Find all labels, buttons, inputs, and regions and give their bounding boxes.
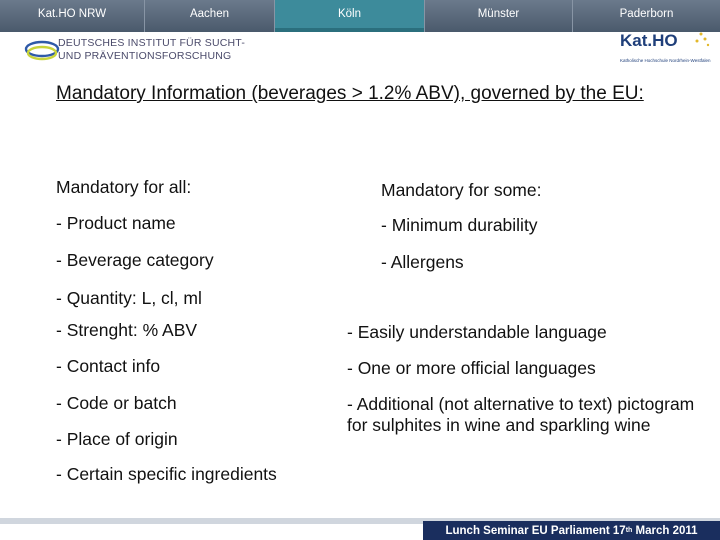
right-list-item: - Minimum durability <box>381 215 538 235</box>
footer-date: March 2011 <box>632 524 698 537</box>
top-nav-bar <box>0 0 720 32</box>
diss-logo-line1: DEUTSCHES INSTITUT FÜR SUCHT- <box>58 37 246 49</box>
left-list-item: - Code or batch <box>56 393 177 413</box>
right-list-item-text: - Additional (not alternative to text) pictogram for sulphites in wine and sparkling wine <box>347 394 695 435</box>
footer-superscript: th <box>625 527 633 534</box>
left-list-item: - Quantity: L, cl, ml <box>56 288 202 308</box>
footer-text: Lunch Seminar EU Parliament 17 <box>445 524 626 537</box>
tab-muenster[interactable]: Münster <box>425 0 573 32</box>
tab-paderborn[interactable]: Paderborn <box>619 8 674 20</box>
katho-logo-subtitle: Katholische Hochschule Nordrhein-Westfalen <box>620 58 711 63</box>
right-column-header: Mandatory for some: <box>381 180 542 200</box>
left-list-item: - Beverage category <box>56 250 214 270</box>
tab-katho-nrw[interactable]: Kat.HO NRW <box>0 0 145 32</box>
diss-logo-line2: UND PRÄVENTIONSFORSCHUNG <box>58 50 232 62</box>
tab-aachen[interactable]: Aachen <box>145 0 275 32</box>
right-list-item: - Allergens <box>381 252 464 272</box>
tab-koeln[interactable]: Köln <box>275 0 425 32</box>
left-list-item: - Place of origin <box>56 429 178 449</box>
left-list-item: - Certain specific ingredients <box>56 464 277 484</box>
left-column-header: Mandatory for all: <box>56 177 192 197</box>
page-title: Mandatory Information (beverages > 1.2% ABV), governed by the EU: <box>56 83 644 104</box>
diss-logo-text <box>58 37 245 63</box>
left-list-item: - Strenght: % ABV <box>56 320 198 340</box>
right-list-item: - Easily understandable language <box>347 322 607 342</box>
left-list-item: - Product name <box>56 213 176 233</box>
footer-banner <box>423 521 720 540</box>
left-list-item: - Contact info <box>56 356 161 376</box>
right-list-item <box>347 394 707 436</box>
katho-logo-title: Kat.HO <box>620 31 678 50</box>
right-list-item: - One or more official languages <box>347 358 596 378</box>
